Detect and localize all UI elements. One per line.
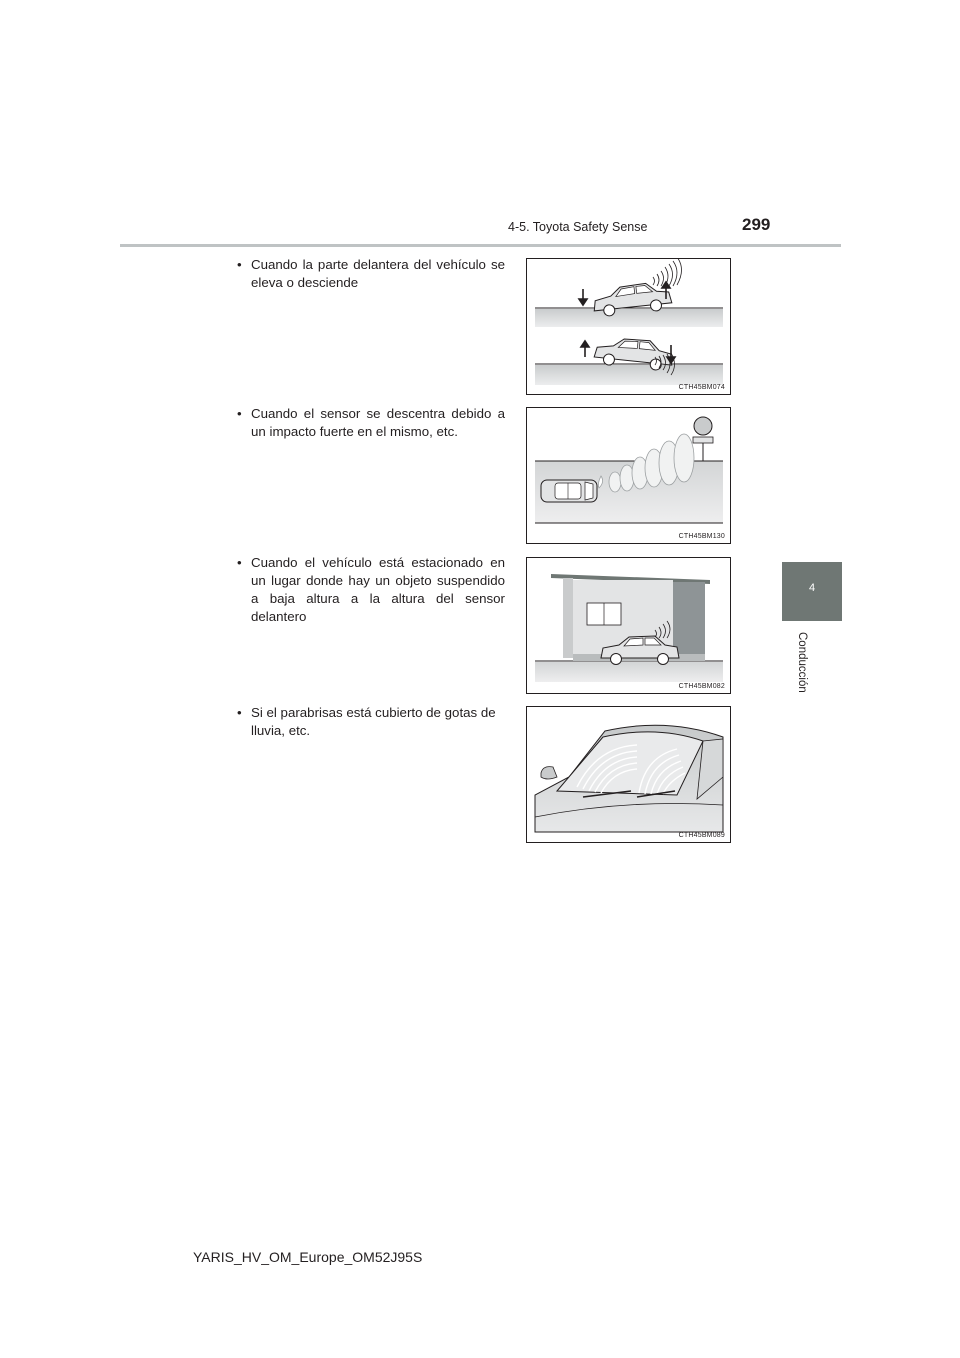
- bullet-item: [237, 704, 505, 740]
- page-number: 299: [742, 215, 771, 234]
- bullet-item: [237, 405, 505, 441]
- chapter-number: 4: [808, 582, 816, 594]
- figure-windshield-rain: [526, 706, 731, 843]
- figure-vehicle-pitch-illustration: [527, 259, 731, 395]
- bullet-text: Si el parabrisas está cubierto de gotas de lluvia, etc.: [251, 705, 496, 738]
- document-footer: YARIS_HV_OM_Europe_OM52J95S: [193, 1249, 423, 1265]
- chapter-label: Conducción: [796, 632, 808, 693]
- bullet-marker: •: [237, 705, 242, 720]
- section-title: 4-5. Toyota Safety Sense: [508, 220, 648, 234]
- figure-windshield-rain-illustration: [527, 707, 731, 843]
- bullet-item: [237, 256, 505, 292]
- bullet-text: Cuando el vehículo está estacionado en un lugar donde hay un objeto suspendido a baja altura a la altura del sensor delantero: [251, 555, 505, 624]
- figure-code: CTH45BM074: [678, 384, 725, 391]
- bullet-item: [237, 554, 505, 626]
- figure-code: CTH45BM082: [678, 683, 725, 690]
- header-divider: [120, 244, 841, 247]
- figure-code: CTH45BM089: [678, 832, 725, 839]
- figure-sensor-misaligned-illustration: [527, 408, 731, 544]
- figure-sensor-misaligned: [526, 407, 731, 544]
- figure-parked-overhang-illustration: [527, 558, 731, 694]
- bullet-text: Cuando el sensor se descentra debido a un impacto fuerte en el mismo, etc.: [251, 406, 505, 439]
- figure-code: CTH45BM130: [678, 533, 725, 540]
- chapter-tab: [782, 562, 842, 621]
- bullet-marker: •: [237, 406, 242, 421]
- figure-parked-overhang: [526, 557, 731, 694]
- bullet-text: Cuando la parte delantera del vehículo se eleva o desciende: [251, 257, 505, 290]
- figure-vehicle-pitch: [526, 258, 731, 395]
- bullet-marker: •: [237, 555, 242, 570]
- bullet-marker: •: [237, 257, 242, 272]
